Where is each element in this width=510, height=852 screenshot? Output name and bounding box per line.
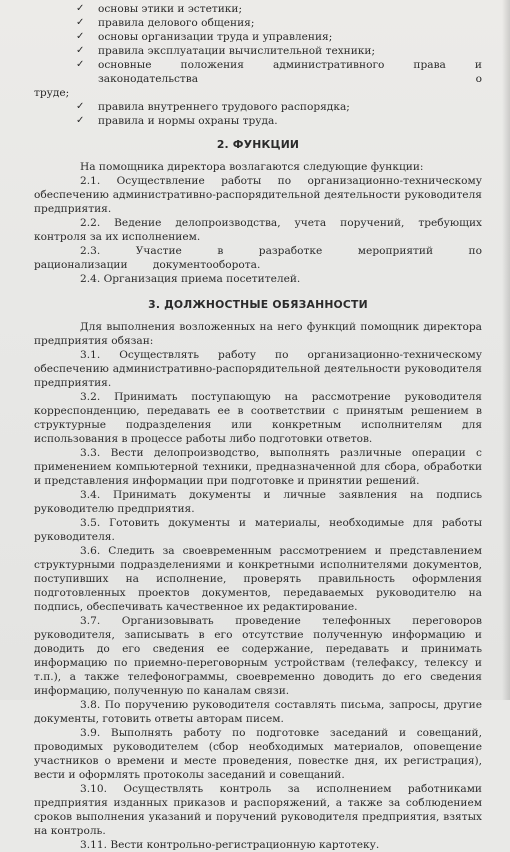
paragraph: 3.11. Вести контрольно-регистрационную картотеку. <box>80 839 380 851</box>
paragraph: 3.1. Осуществлять работу по организационно-техническому обеспечению административно-распорядительной деятельности руководителя предприятия. <box>34 349 482 389</box>
section-intro: Для выполнения возложенных на него функций помощник директора предприятия обязан: <box>34 321 482 347</box>
list-item <box>34 58 482 86</box>
paragraph: 2.3. Участие в разработке мероприятий по рационализации документооборота. <box>34 245 482 271</box>
paragraph: 2.1. Осуществление работы по организационно-техническому обеспечению административно-распорядительной деятельности руководителя предприятия. <box>34 175 482 215</box>
paragraph: 2.2. Ведение делопроизводства, учета поручений, требующих контроля за их исполнением. <box>34 217 482 243</box>
knowledge-checklist <box>34 2 482 128</box>
list-item <box>34 44 482 58</box>
checkmark-icon: ✓ <box>76 101 85 112</box>
paragraph: 3.5. Готовить документы и материалы, необходимые для работы руководителя. <box>34 517 482 543</box>
list-item-text: правила внутреннего трудового распорядка; <box>98 101 350 113</box>
list-item <box>34 16 482 30</box>
checkmark-icon: ✓ <box>76 59 85 70</box>
list-item <box>34 2 482 16</box>
list-item-text: основы этики и эстетики; <box>98 3 243 15</box>
list-item-text: основы организации труда и управления; <box>98 31 333 43</box>
checkmark-icon: ✓ <box>76 17 85 28</box>
scan-shadow-edge <box>502 0 510 700</box>
section-heading-duties: 3. ДОЛЖНОСТНЫЕ ОБЯЗАННОСТИ <box>148 298 368 311</box>
list-item-text: труде; <box>34 87 70 99</box>
list-item-text: правила делового общения; <box>98 17 255 29</box>
paragraph: 3.3. Вести делопроизводство, выполнять различные операции с применением компьютерной техники, предназначенной для сбора, обработки и представления информации при подготовке и принятии решений. <box>34 447 482 487</box>
paragraph: 3.6. Следить за своевременным рассмотрением и представлением структурными подразделениями и конкретными исполнителями документов, поступивших на исполнение, проверять правильность оформления подготовленных проектов документов, передаваемых руководителю на подпись, обеспечивать качественное их редактирование. <box>34 545 482 613</box>
checkmark-icon: ✓ <box>76 115 85 126</box>
section-heading-functions: 2. ФУНКЦИИ <box>216 138 300 151</box>
list-item <box>34 100 482 114</box>
checkmark-icon: ✓ <box>76 31 85 42</box>
paragraph: 3.4. Принимать документы и личные заявления на подпись руководителю предприятия. <box>34 489 482 515</box>
list-item-text: основные положения административного права и законодательства о <box>98 59 482 85</box>
paragraph: 3.9. Выполнять работу по подготовке заседаний и совещаний, проводимых руководителем (сбор необходимых материалов, оповещение участников о времени и месте проведения, повестке дня, их регистрация), вести и оформлять протоколы заседаний и совещаний. <box>34 727 482 781</box>
paragraph: 2.4. Организация приема посетителей. <box>80 273 301 285</box>
paragraph: 3.10. Осуществлять контроль за исполнением работниками предприятия изданных приказов и распоряжений, а также за соблюдением сроков выполнения указаний и поручений руководителя предприятия, взятых на контроль. <box>34 783 482 837</box>
checkmark-icon: ✓ <box>76 45 85 56</box>
list-item-text: правила и нормы охраны труда. <box>98 115 278 127</box>
paragraph: 3.7. Организовывать проведение телефонных переговоров руководителя, записывать в его отсутствие полученную информацию и доводить до его сведения ее содержание, передавать и принимать информацию по приемно-переговорным устройствам (телефаксу, телексу и т.п.), а также телефонограммы, своевременно доводить до его сведения информацию, полученную по каналам связи. <box>34 615 482 697</box>
list-item-text: правила эксплуатации вычислительной техники; <box>98 45 376 57</box>
paragraph: 3.2. Принимать поступающую на рассмотрение руководителя корреспонденцию, передавать ее в соответствии с принятым решением в структурные подразделения или конкретным исполнителям для использования в процессе работы либо подготовки ответов. <box>34 391 482 445</box>
checkmark-icon: ✓ <box>76 3 85 14</box>
list-item <box>34 114 482 128</box>
list-item-continuation <box>34 86 482 100</box>
paragraph: 3.8. По поручению руководителя составлять письма, запросы, другие документы, готовить ответы авторам писем. <box>34 699 482 725</box>
section-intro: На помощника директора возлагаются следующие функции: <box>80 161 424 173</box>
list-item <box>34 30 482 44</box>
